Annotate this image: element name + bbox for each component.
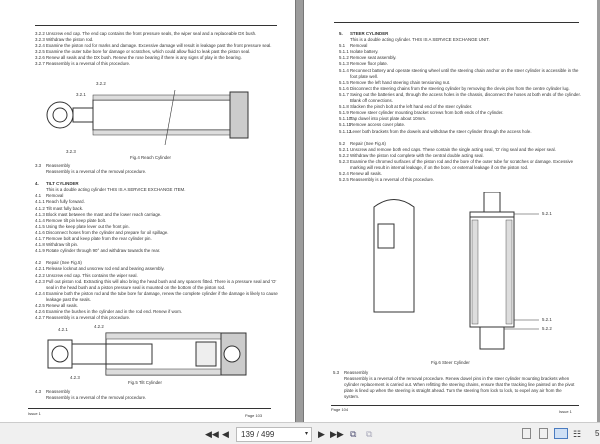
item-number: 4.1.7 <box>35 236 45 242</box>
item-text: Remove floor plate. <box>350 61 389 67</box>
item-text: Using the keep plate lever out the front pin. <box>46 223 130 229</box>
item-number: 4.1.5 <box>35 223 45 229</box>
fig6-label: 5.2.1 <box>542 211 552 216</box>
item-text: Renew all seals. <box>46 302 78 308</box>
fig4-label: 3.2.1 <box>76 92 86 97</box>
item-text: Unscrew end cap. This contains the wiper seal. <box>46 272 138 278</box>
item-text: Rotate cylinder through 90° and withdraw towards the rear. <box>46 248 161 254</box>
fig5-label: 4.2.1 <box>58 327 68 332</box>
item-number: 3.2.7 <box>35 61 45 67</box>
header-rule <box>35 25 277 26</box>
item-number: 5.2.2 <box>339 152 349 158</box>
fig6-caption: Fig.6 Steer Cylinder <box>431 360 470 365</box>
section-3-3 <box>35 163 280 321</box>
item-text: Slacken the pinch bolt at the left hand end of the steer cylinder. <box>350 104 473 110</box>
two-page-view-icon[interactable] <box>554 428 568 439</box>
item-text: Pull out piston rod. Extracting this will also bring the head bush and any spacers fitted. There is a pressure seal and 'O' seal in the head bush and a piston pressure seal is mounted on the bottom of the piston rod. <box>46 278 277 290</box>
item-text: Withdraw the piston rod. <box>46 37 94 43</box>
item-number: 4.2.3 <box>35 278 45 284</box>
item-text: Repair (See Fig.6) <box>350 140 386 146</box>
fig5-caption: Fig.5 Tilt Cylinder <box>128 380 162 385</box>
item-number: 4.1.4 <box>35 217 45 223</box>
item-number: 4.2.5 <box>35 302 45 308</box>
item-number: 4.2.7 <box>35 315 45 321</box>
page-number-input[interactable] <box>236 427 312 442</box>
section-text: Reassembly is a reversal of the removal procedure. <box>46 169 147 175</box>
section-5-3 <box>333 370 578 400</box>
item-number: 3.2.6 <box>35 55 45 61</box>
item-number: 5.1.11 <box>339 122 351 128</box>
item-text: Tilt mast fully back. <box>46 205 84 211</box>
item-number: 5.2.3 <box>339 158 349 164</box>
section-title: Reassembly <box>46 389 71 394</box>
right-page-104 <box>303 0 597 422</box>
item-number: 4.1 <box>35 193 42 199</box>
item-text: Removal <box>46 193 64 199</box>
item-number: 4.2.4 <box>35 290 45 296</box>
item-text: Isolate battery. <box>350 49 379 55</box>
item-number: 5.2.1 <box>339 146 349 152</box>
item-number: 4.1.8 <box>35 242 45 248</box>
list-item <box>35 291 280 303</box>
item-number: 5.1.8 <box>339 104 349 110</box>
item-text: Removal <box>350 43 368 49</box>
section-3-2-list <box>35 31 280 68</box>
item-number: 5.1.3 <box>339 61 349 67</box>
section-number: 5. <box>339 31 343 36</box>
item-number: 5.1.4 <box>339 67 349 73</box>
section-number: 3.3 <box>35 163 42 168</box>
item-number: 5.1.2 <box>339 55 349 61</box>
next-page-button[interactable]: ▶ <box>318 429 325 439</box>
item-text: Release locknut and unscrew rod end and bearing assembly. <box>46 266 165 272</box>
section-text: Reassembly is a reversal of the removal procedure. Renew dowel pins in the steer cylinder mounting brackets when cylinder replacement is carried out. When refitting the steering chains, ensure that the tracking line painted on the pivot plate is lined up when the steering is straight ahead. Turn the steering from lock to lock, to expel any air from the system. <box>344 376 575 400</box>
item-number: 5.1.6 <box>339 85 349 91</box>
item-number: 4.1.3 <box>35 211 45 217</box>
reach-cylinder-diagram <box>45 90 255 145</box>
fig6-label: 5.2.2 <box>542 326 552 331</box>
fig4-label: 3.2.2 <box>96 81 106 86</box>
item-text: Remove tilt pin keep plate bolt. <box>46 217 107 223</box>
paste-view-icon[interactable]: ⧉ <box>366 429 373 439</box>
header-rule <box>334 22 579 23</box>
fig5-label: 4.2.3 <box>70 375 80 380</box>
item-number: 5.1.7 <box>339 91 349 97</box>
list-item <box>35 279 280 291</box>
section-title: Reassembly <box>46 163 71 168</box>
fig6-label: 5.2.1 <box>542 317 552 322</box>
section-title: STEER CYLINDER <box>350 31 389 36</box>
continuous-view-icon[interactable] <box>539 428 548 439</box>
footer-page-number: Page 104 <box>331 407 349 412</box>
item-number: 5.1.1 <box>339 49 349 55</box>
item-number: 5.1.5 <box>339 79 349 85</box>
list-item <box>35 315 280 321</box>
item-text: Remove access cover plate. <box>350 122 406 128</box>
pdf-toolbar <box>0 422 600 444</box>
item-text: Repair (See Fig.5) <box>46 260 82 266</box>
section-intro: This is a double acting cylinder. THIS IS A SERVICE EXCHANGE UNIT. <box>350 37 490 43</box>
section-text: Reassembly is a reversal of the removal procedure. <box>46 395 147 401</box>
item-number: 5.2 <box>339 140 346 146</box>
item-number: 4.1.2 <box>35 205 45 211</box>
page-number-value: 139 / 499 <box>241 430 275 439</box>
page-dropdown-icon[interactable]: ▾ <box>304 431 308 437</box>
zoom-value[interactable]: 5 <box>595 429 600 438</box>
item-text: Disconnect the steering chains from the steering cylinder by removing the clevis pins from the centre cylinder lug. <box>350 85 570 91</box>
section-title: TILT CYLINDER <box>46 181 79 187</box>
item-text: Examine the chromed surfaces of the piston rod and the bore of the outer tube for scratches or damage. Excessive marking will result in internal leakage, if on the bore, or external leakage if on the piston rod. <box>350 158 574 170</box>
item-text: Remove bolt and keep plate from the rear cylinder pin. <box>46 236 152 242</box>
item-text: Remove seat assembly. <box>350 55 397 61</box>
section-number: 4. <box>35 181 39 187</box>
item-number: 3.2.4 <box>35 43 45 49</box>
item-text: Renew all seals. <box>350 171 382 177</box>
item-text: Examine the bushes in the cylinder and in the rod end. Renew if worn. <box>46 309 183 315</box>
two-page-continuous-view-icon[interactable]: ☷ <box>573 429 582 439</box>
item-text: Remove the left hand steering chain tensioning nut. <box>350 79 451 85</box>
last-page-button[interactable]: ▶▶ <box>330 429 344 439</box>
item-text: Examine the piston rod for marks and damage. Excessive damage will result in leakage past the front pressure seal. <box>46 43 272 49</box>
footer-page-number: Page 103 <box>245 413 263 418</box>
item-text: Withdraw tilt pin. <box>46 242 79 248</box>
item-number: 4.2.2 <box>35 272 45 278</box>
item-text: Withdraw the piston rod complete with the central double acting seal. <box>350 152 484 158</box>
item-number: 5.1.12 <box>339 128 352 134</box>
list-item <box>339 159 584 171</box>
section-number: 5.3 <box>333 370 340 375</box>
item-text: Block mast between the mast and the lower reach carriage. <box>46 211 162 217</box>
item-number: 4.1.1 <box>35 199 45 205</box>
list-item <box>339 177 584 183</box>
previous-page-button[interactable]: ◀ <box>222 429 229 439</box>
footer-issue: Issue 1 <box>28 411 41 416</box>
copy-view-icon[interactable]: ⧉ <box>350 429 357 439</box>
item-number: 4.2 <box>35 260 42 266</box>
item-number: 4.2.1 <box>35 266 45 272</box>
item-text: Examine both the piston rod and the tube bore for damage, renew the complete cylinder if the damage is likely to cause leakage past the seals. <box>46 290 278 302</box>
item-number: 5.1.9 <box>339 110 349 116</box>
item-text: Reassembly is a reversal of this procedure. <box>350 177 435 183</box>
item-text: Unscrew and remove both end caps. These contain the single acting seal, 'O' ring seal and the wiper seal. <box>350 146 556 152</box>
item-number: 5.1 <box>339 43 346 49</box>
tilt-cylinder-diagram <box>46 330 251 380</box>
item-text: Unscrew end cap. The end cap contains the front pressure seals, the wiper seal and a replaceable DX bush. <box>46 31 257 36</box>
list-item <box>35 248 280 254</box>
list-item <box>35 61 280 67</box>
steer-cylinder-diagram <box>364 192 564 357</box>
item-number: 3.2.2 <box>35 31 45 36</box>
section-title: Reassembly <box>344 370 369 375</box>
footer-rule <box>331 405 579 406</box>
item-text: Lever both brackets from the dowels and withdraw the steer cylinder through the access hole. <box>350 128 532 134</box>
item-text: Remove steer cylinder mounting bracket screws from both ends of the cylinder. <box>350 110 504 116</box>
item-text: Renew all seals and the DX bush. Renew the rose bearing if there is any signs of play in the bearing. <box>46 55 242 61</box>
list-item <box>339 92 584 104</box>
item-number: 5.1.10 <box>339 116 352 122</box>
item-text: Reach fully forward. <box>46 199 85 205</box>
item-number: 3.2.5 <box>35 49 45 55</box>
list-item <box>339 68 584 80</box>
section-number: 4.3 <box>35 389 42 394</box>
item-number: 3.2.3 <box>35 37 45 43</box>
item-text: Reassembly is a reversal of this procedure. <box>46 315 131 321</box>
item-text: Reassembly is a reversal of this procedure. <box>46 61 131 67</box>
item-number: 4.1.9 <box>35 248 45 254</box>
item-text: Examine the outer tube bore for damage or scratches, which could allow fluid to leak past the piston seal. <box>46 49 251 55</box>
item-text: Tap dowel into pivot plate about 10mm. <box>350 116 427 122</box>
list-item <box>339 129 584 135</box>
item-text: Disconnect hoses from the cylinder and prepare for oil spillage. <box>46 229 169 235</box>
section-intro: This is a double acting cylinder THIS IS A SERVICE EXCHANGE ITEM. <box>46 187 186 193</box>
item-number: 4.1.6 <box>35 229 45 235</box>
section-5 <box>339 31 584 183</box>
footer-issue: Issue 1 <box>559 409 572 414</box>
section-4-3 <box>35 389 280 401</box>
item-number: 5.2.5 <box>339 177 349 183</box>
first-page-button[interactable]: ◀◀ <box>205 429 219 439</box>
item-text: Reconnect battery and operate steering wheel until the steering chain anchor on the steer cylinder is accessible in the foot plate well. <box>350 67 579 79</box>
left-page-103 <box>0 0 296 422</box>
footer-rule <box>28 408 271 409</box>
fig5-label: 4.2.2 <box>94 324 104 329</box>
item-number: 4.2.6 <box>35 309 45 315</box>
fig4-caption: Fig.4 Reach Cylinder <box>130 155 171 160</box>
fig4-label: 3.2.3 <box>66 149 76 154</box>
single-page-view-icon[interactable] <box>522 428 531 439</box>
item-number: 5.2.4 <box>339 171 349 177</box>
item-text: Swing out the batteries and, through the access holes in the chassis, disconnect the hoses at both ends of the cylinder. Blank off connections. <box>350 91 581 104</box>
